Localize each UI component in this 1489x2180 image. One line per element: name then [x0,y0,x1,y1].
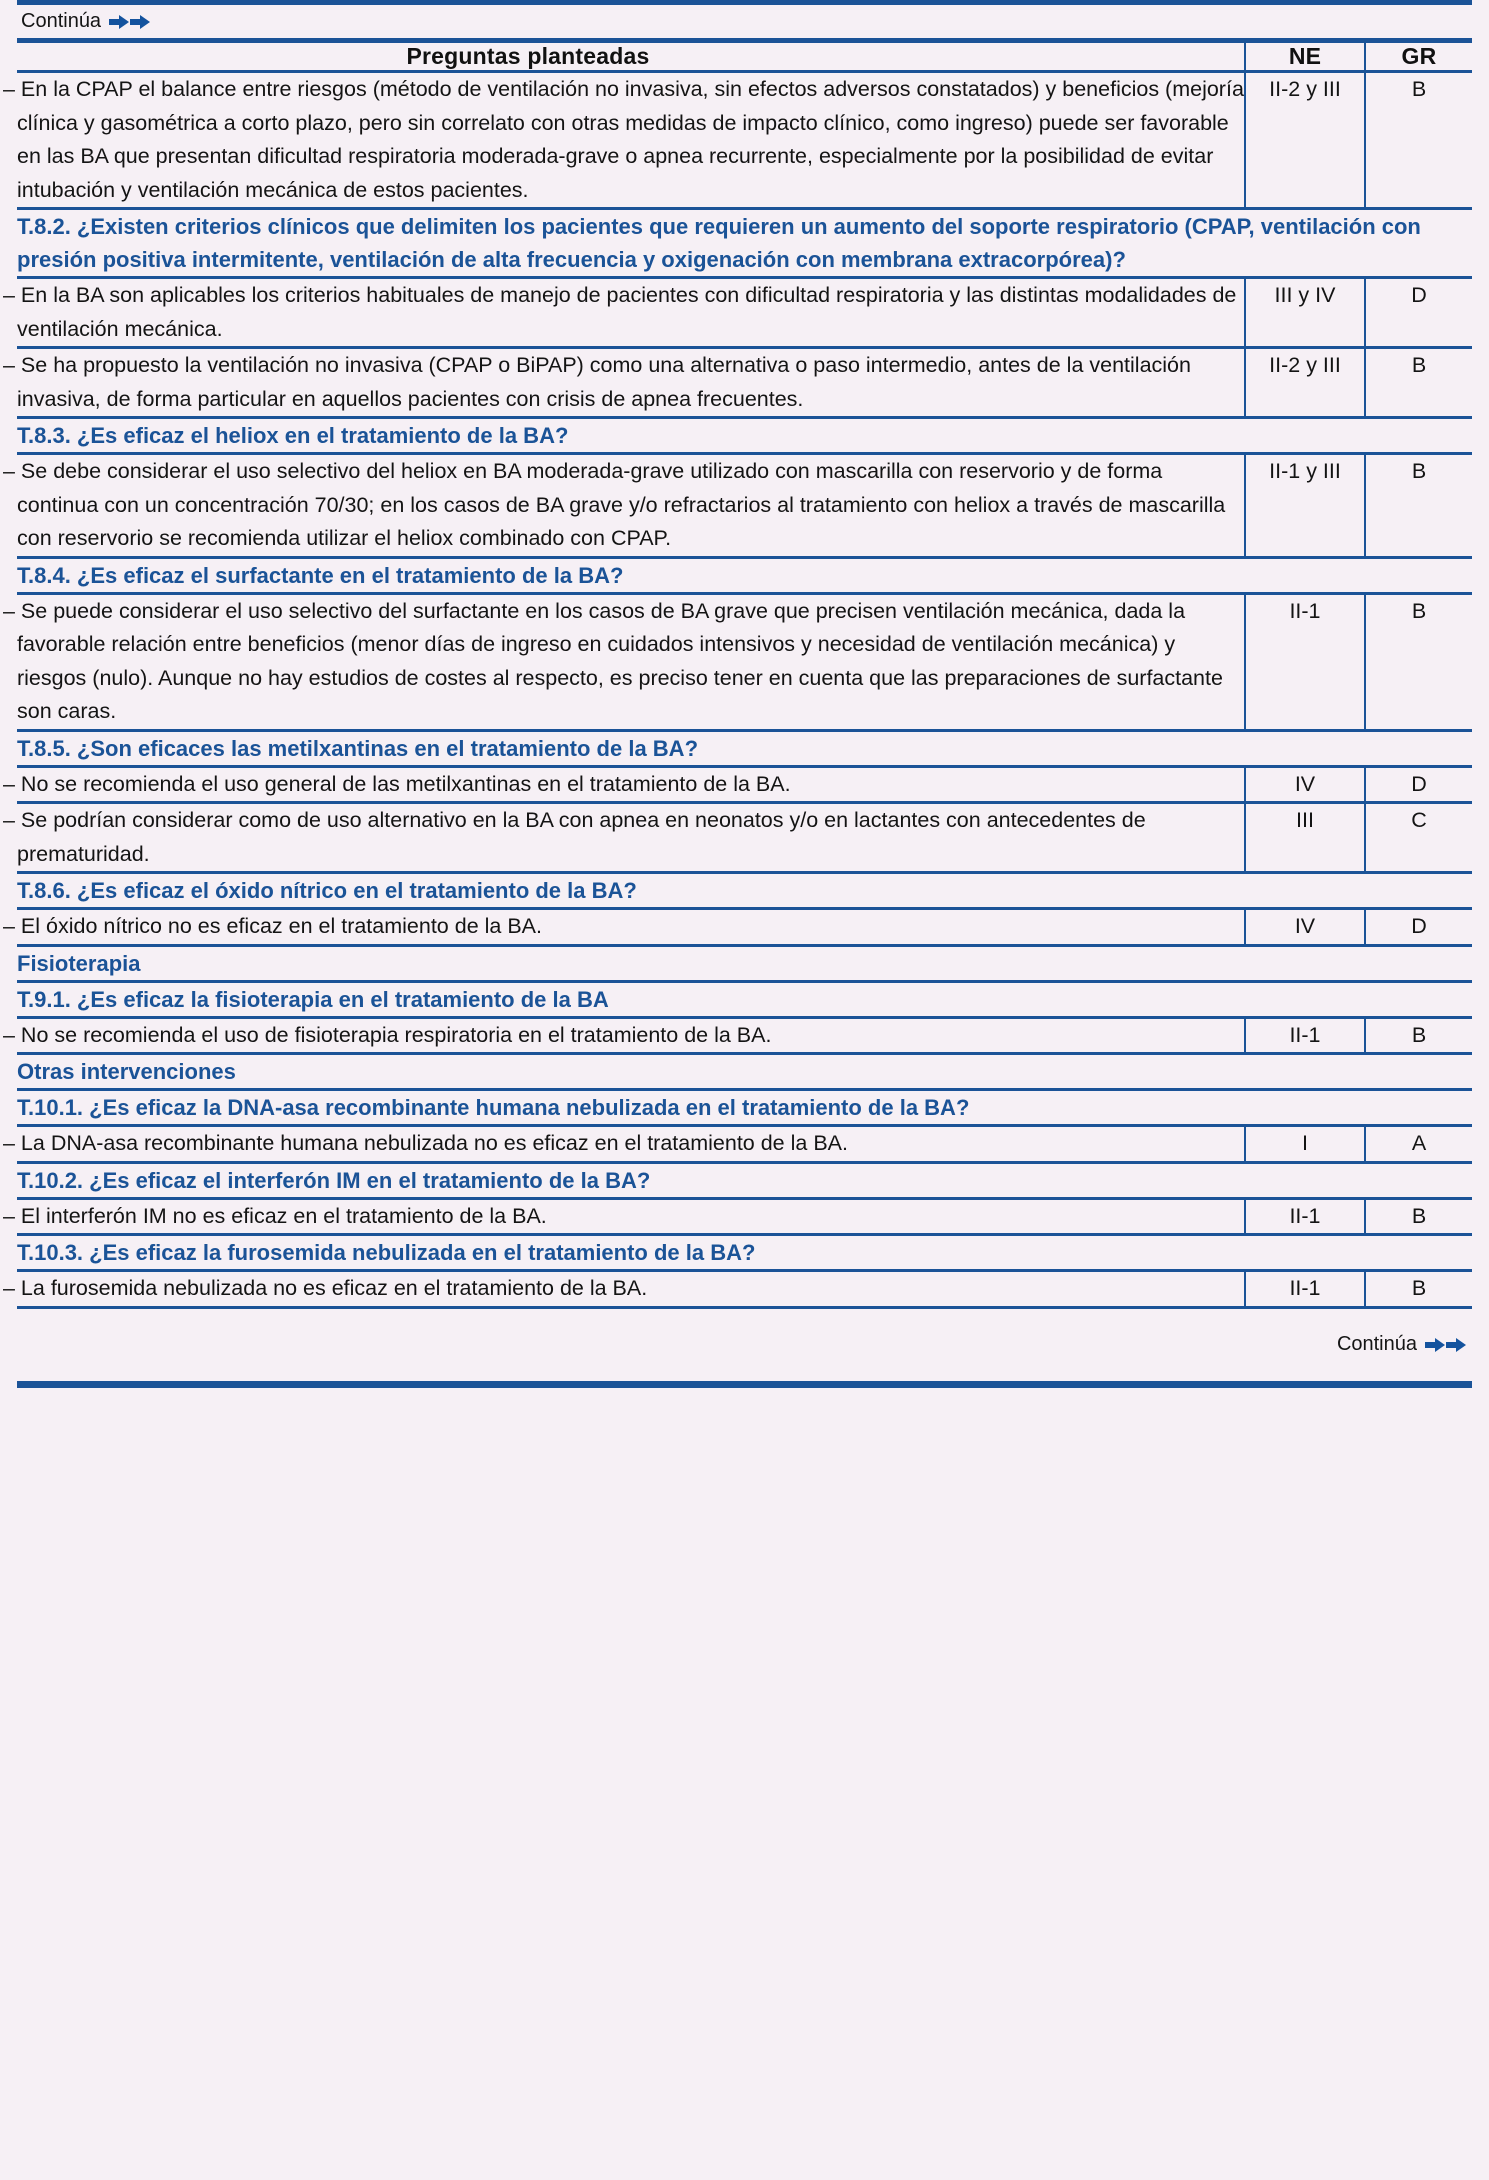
evidence-level-value: IV [1245,909,1365,946]
recommendation-grade-value: B [1365,593,1472,730]
evidence-level-value: IV [1245,766,1365,803]
recommendation-grade-value: B [1365,72,1472,209]
section-heading: T.8.3. ¿Es eficaz el heliox en el tratamiento de la BA? [17,418,1472,454]
evidence-level-value: II-1 y III [1245,454,1365,558]
table-row [17,72,1472,209]
recommendation-grade-value: C [1365,803,1472,873]
group-heading: Fisioterapia [17,945,1472,981]
section-heading: T.10.3. ¿Es eficaz la furosemida nebulizada en el tratamiento de la BA? [17,1235,1472,1271]
group-heading: Otras intervenciones [17,1054,1472,1090]
top-continued-note [17,5,1472,38]
recommendation-text: – La furosemida nebulizada no es eficaz en el tratamiento de la BA. [17,1271,1245,1308]
double-right-arrow-icon [1425,1338,1466,1352]
recommendation-text: – No se recomienda el uso de fisioterapia respiratoria en el tratamiento de la BA. [17,1017,1245,1054]
section-heading: T.8.6. ¿Es eficaz el óxido nítrico en el tratamiento de la BA? [17,873,1472,909]
evidence-level-value: II-1 [1245,1017,1365,1054]
table-row [17,454,1472,558]
evidence-level-value: II-2 y III [1245,72,1365,209]
table-row [17,557,1472,593]
recommendation-grade-value: D [1365,909,1472,946]
recommendation-grade-value: B [1365,1271,1472,1308]
table-header [17,43,1472,72]
recommendation-grade-value: A [1365,1126,1472,1163]
table-body [3,72,1472,1308]
section-heading: T.9.1. ¿Es eficaz la fisioterapia en el tratamiento de la BA [17,981,1472,1017]
recommendation-text: – La DNA-asa recombinante humana nebulizada no es eficaz en el tratamiento de la BA. [17,1126,1245,1163]
recommendations-table [3,43,1472,1309]
recommendation-text: – En la BA son aplicables los criterios habituales de manejo de pacientes con dificultad respiratoria y las distintas modalidades de ventilación mecánica. [17,278,1245,348]
recommendation-grade-value: B [1365,454,1472,558]
evidence-level-value: III y IV [1245,278,1365,348]
recommendation-grade-value: B [1365,1198,1472,1235]
table-row [17,1162,1472,1198]
section-heading: T.8.2. ¿Existen criterios clínicos que delimiten los pacientes que requieren un aumento del soporte respiratorio (CPAP, ventilación con presión positiva intermitente, ventilación de alta frecuencia y oxigenación con membrana extracorpórea)? [17,209,1472,278]
table-row [17,803,1472,873]
table-row [17,945,1472,981]
recommendation-text: – Se debe considerar el uso selectivo del heliox en BA moderada-grave utilizado con mascarilla con reservorio y de forma continua con un concentración 70/30; en los casos de BA grave y/o refractarios al tratamiento con heliox a través de mascarilla con reservorio se recomienda utilizar el heliox combinado con CPAP. [17,454,1245,558]
table-row [17,981,1472,1017]
table-row [17,418,1472,454]
evidence-level-value: II-1 [1245,1271,1365,1308]
evidence-level-value: II-1 [1245,593,1365,730]
table-row [17,1198,1472,1235]
recommendation-grade-value: B [1365,1017,1472,1054]
table-row [17,873,1472,909]
recommendation-text: – El interferón IM no es eficaz en el tratamiento de la BA. [17,1198,1245,1235]
evidence-level-value: II-2 y III [1245,348,1365,418]
double-right-arrow-icon [109,15,150,29]
table-row [17,730,1472,766]
evidence-level-value: I [1245,1126,1365,1163]
evidence-level-value: II-1 [1245,1198,1365,1235]
column-header-gr: GR [1365,43,1472,72]
recommendation-grade-value: B [1365,348,1472,418]
recommendation-grade-value: D [1365,278,1472,348]
table-row [17,593,1472,730]
table-row [17,348,1472,418]
section-heading: T.8.5. ¿Son eficaces las metilxantinas en el tratamiento de la BA? [17,730,1472,766]
table-row [17,1054,1472,1090]
continued-label: Continúa [21,10,102,32]
bottom-continued-note [17,1309,1472,1381]
bottom-rule [17,1381,1472,1388]
table-row [17,1090,1472,1126]
table-row [17,1235,1472,1271]
recommendation-grade-value: D [1365,766,1472,803]
table-row [17,1271,1472,1308]
table-row [17,1126,1472,1163]
recommendation-text: – Se ha propuesto la ventilación no invasiva (CPAP o BiPAP) como una alternativa o paso intermedio, antes de la ventilación invasiva, de forma particular en aquellos pacientes con crisis de apnea frecuentes. [17,348,1245,418]
table-row [17,209,1472,278]
column-header-ne: NE [1245,43,1365,72]
recommendation-text: – Se puede considerar el uso selectivo del surfactante en los casos de BA grave que precisen ventilación mecánica, dada la favorable relación entre beneficios (menor días de ingreso en cuidados intensivos y necesidad de ventilación mecánica) y riesgos (nulo). Aunque no hay estudios de costes al respecto, es preciso tener en cuenta que las preparaciones de surfactante son caras. [17,593,1245,730]
recommendation-text: – Se podrían considerar como de uso alternativo en la BA con apnea en neonatos y/o en lactantes con antecedentes de prematuridad. [17,803,1245,873]
section-heading: T.10.1. ¿Es eficaz la DNA-asa recombinante humana nebulizada en el tratamiento de la BA? [17,1090,1472,1126]
table-header-row [17,43,1472,72]
column-header-questions: Preguntas planteadas [17,43,1245,72]
continued-label: Continúa [1336,1333,1417,1355]
section-heading: T.10.2. ¿Es eficaz el interferón IM en el tratamiento de la BA? [17,1162,1472,1198]
evidence-level-value: III [1245,803,1365,873]
recommendation-text: – No se recomienda el uso general de las metilxantinas en el tratamiento de la BA. [17,766,1245,803]
table-row [17,766,1472,803]
table-row [17,1017,1472,1054]
table-row [17,278,1472,348]
recommendation-text: – El óxido nítrico no es eficaz en el tratamiento de la BA. [17,909,1245,946]
recommendation-text: – En la CPAP el balance entre riesgos (método de ventilación no invasiva, sin efectos adversos constatados) y beneficios (mejoría clínica y gasométrica a corto plazo, pero sin correlato con otras medidas de impacto clínico, como ingreso) puede ser favorable en las BA que presentan dificultad respiratoria moderada-grave o apnea recurrente, especialmente por la posibilidad de evitar intubación y ventilación mecánica de estos pacientes. [17,72,1245,209]
section-heading: T.8.4. ¿Es eficaz el surfactante en el tratamiento de la BA? [17,557,1472,593]
table-row [17,909,1472,946]
